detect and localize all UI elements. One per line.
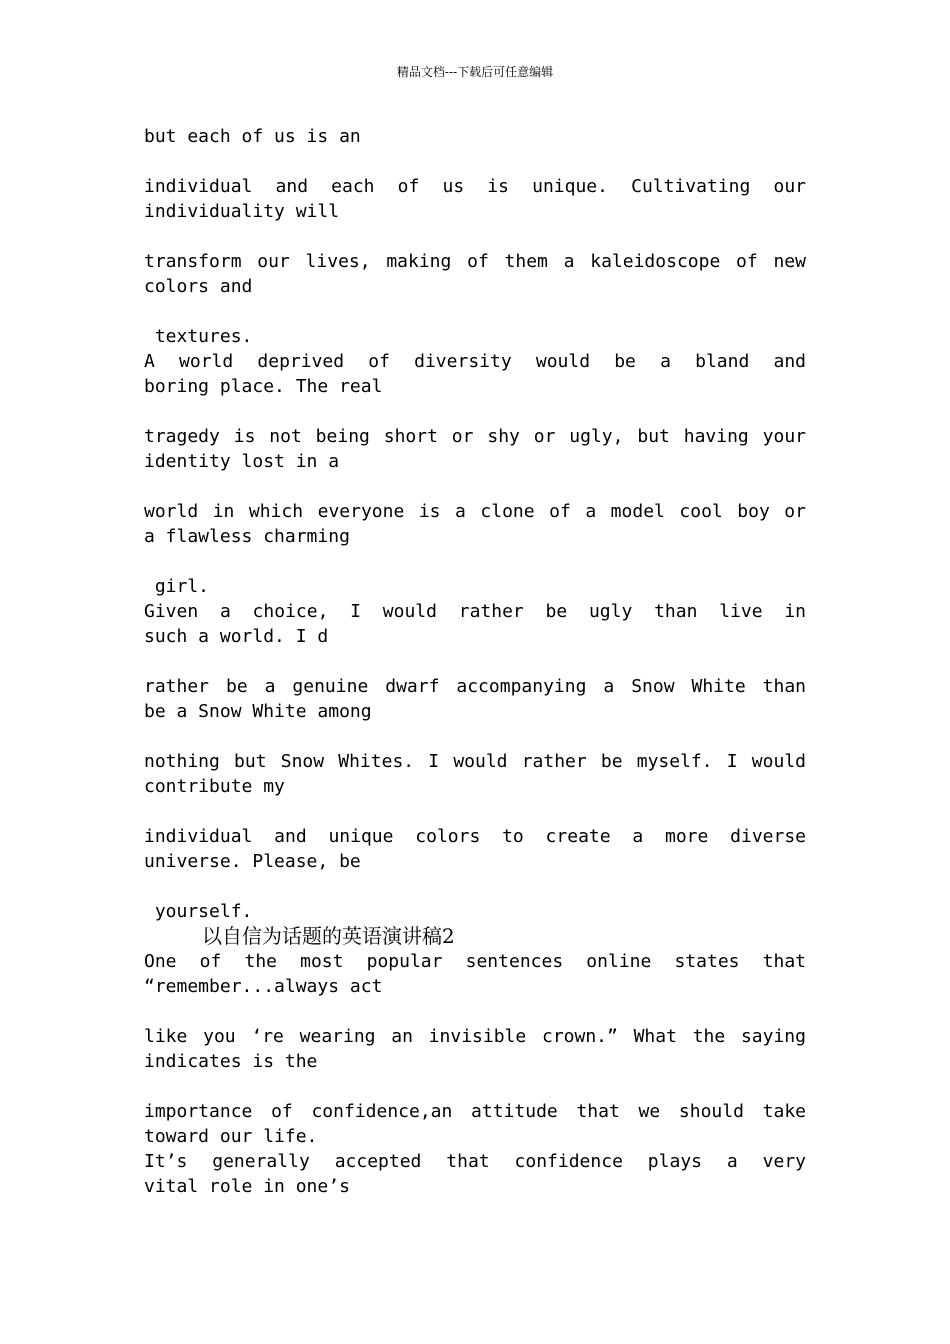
text-line: rather be a genuine dwarf accompanying a Snow White than [144,676,806,697]
text-line: universe. Please, be [144,851,361,872]
text-line: like you ‘re wearing an invisible crown.” What the saying [144,1026,806,1047]
text-line: identity lost in a [144,451,340,472]
text-line: “remember...always act [144,976,383,997]
text-line: indicates is the [144,1051,318,1072]
text-line: contribute my [144,776,285,797]
text-line: boring place. The real [144,376,383,397]
page-header: 精品文档---下载后可任意编辑 [396,65,554,79]
document-body [144,124,806,1199]
text-line: It’s generally accepted that confidence plays a very [144,1151,806,1172]
blank-line [144,549,806,574]
text-line: individual and unique colors to create a more diverse [144,826,806,847]
text-line: textures. [144,326,253,347]
text-line: nothing but Snow Whites. I would rather be myself. I would [144,751,806,772]
text-line: transform our lives, making of them a kaleidoscope of new [144,251,806,272]
text-line: colors and [144,276,253,297]
blank-line [144,799,806,824]
blank-line [144,224,806,249]
text-line: but each of us is an [144,126,361,147]
text-line: individuality will [144,201,340,222]
text-line: individual and each of us is unique. Cultivating our [144,176,806,197]
blank-line [144,649,806,674]
blank-line [144,299,806,324]
text-line: toward our life. [144,1126,318,1147]
text-line: be a Snow White among [144,701,372,722]
text-line: One of the most popular sentences online states that [144,951,806,972]
text-line: Given a choice, I would rather be ugly than live in [144,601,806,622]
blank-line [144,474,806,499]
text-line: importance of confidence,an attitude that we should take [144,1101,806,1122]
blank-line [144,399,806,424]
blank-line [144,149,806,174]
section-heading: 以自信为话题的英语演讲稿2 [202,924,455,948]
text-line: a flawless charming [144,526,350,547]
blank-line [144,874,806,899]
blank-line [144,1074,806,1099]
text-line: tragedy is not being short or shy or ugly, but having your [144,426,806,447]
blank-line [144,724,806,749]
text-line: A world deprived of diversity would be a bland and [144,351,806,372]
text-line: vital role in one’s [144,1176,350,1197]
text-line: world in which everyone is a clone of a model cool boy or [144,501,806,522]
text-line: such a world. I d [144,626,329,647]
text-line: girl. [144,576,210,597]
blank-line [144,999,806,1024]
text-line: yourself. [144,901,253,922]
